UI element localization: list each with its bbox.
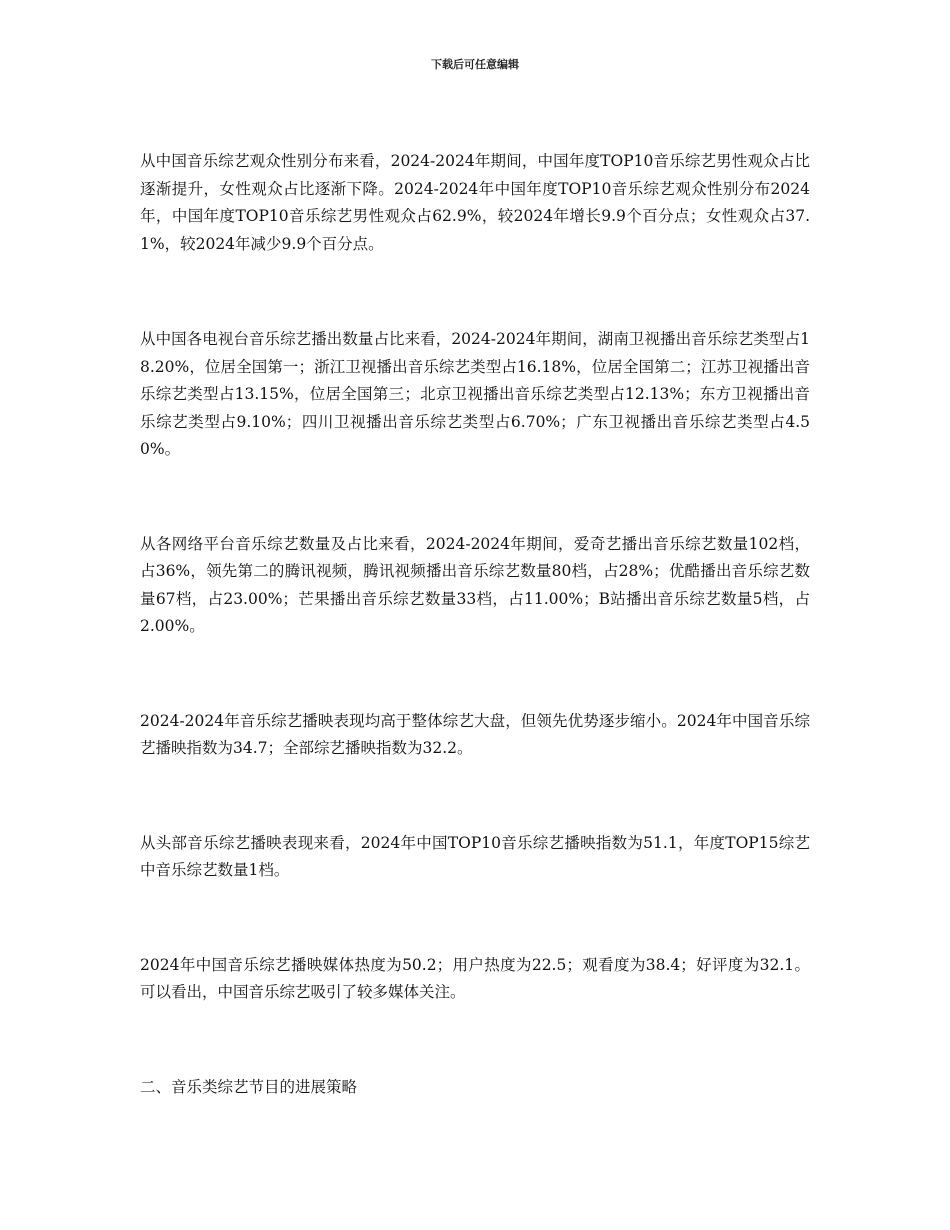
paragraph-online-platforms: 从各网络平台音乐综艺数量及占比来看，2024-2024年期间，爱奇艺播出音乐综艺数量102档，占36%，领先第二的腾讯视频，腾讯视频播出音乐综艺数量80档，占28%；优酷播出音乐综艺数量67档，占23.00%；芒果播出音乐综艺数量33档，占11.00%；B站播出音乐综艺数量5档，占2.00%。 (140, 534, 810, 635)
paragraph-top10-performance: 从头部音乐综艺播映表现来看，2024年中国TOP10音乐综艺播映指数为51.1，年度TOP15综艺中音乐综艺数量1档。 (140, 833, 810, 879)
paragraph-tv-stations: 从中国各电视台音乐综艺播出数量占比来看，2024-2024年期间，湖南卫视播出音乐综艺类型占18.20%，位居全国第一；浙江卫视播出音乐综艺类型占16.18%，位居全国第二；江苏卫视播出音乐综艺类型占13.15%，位居全国第三；北京卫视播出音乐综艺类型占12.13%；东方卫视播出音乐综艺类型占9.10%；四川卫视播出音乐综艺类型占6.70%；广东卫视播出音乐综艺类型占4.50%。 (140, 330, 810, 458)
paragraph-broadcast-index: 2024-2024年音乐综艺播映表现均高于整体综艺大盘，但领先优势逐步缩小。2024年中国音乐综艺播映指数为34.7；全部综艺播映指数为32.2。 (140, 711, 810, 757)
document-body (140, 148, 810, 1101)
section-heading: 二、音乐类综艺节目的进展策略 (140, 1077, 358, 1096)
paragraph-audience-gender: 从中国音乐综艺观众性别分布来看，2024-2024年期间，中国年度TOP10音乐综艺男性观众占比逐渐提升，女性观众占比逐渐下降。2024-2024年中国年度TOP10音乐综艺观众性别分布2024年，中国年度TOP10音乐综艺男性观众占62.9%，较2024年增长9.9个百分点；女性观众占37.1%，较2024年减少9.9个百分点。 (140, 152, 810, 253)
page-header: 下载后可任意编辑 (431, 58, 519, 71)
paragraph-media-heat: 2024年中国音乐综艺播映媒体热度为50.2；用户热度为22.5；观看度为38.4；好评度为32.1。可以看出，中国音乐综艺吸引了较多媒体关注。 (140, 955, 810, 1001)
